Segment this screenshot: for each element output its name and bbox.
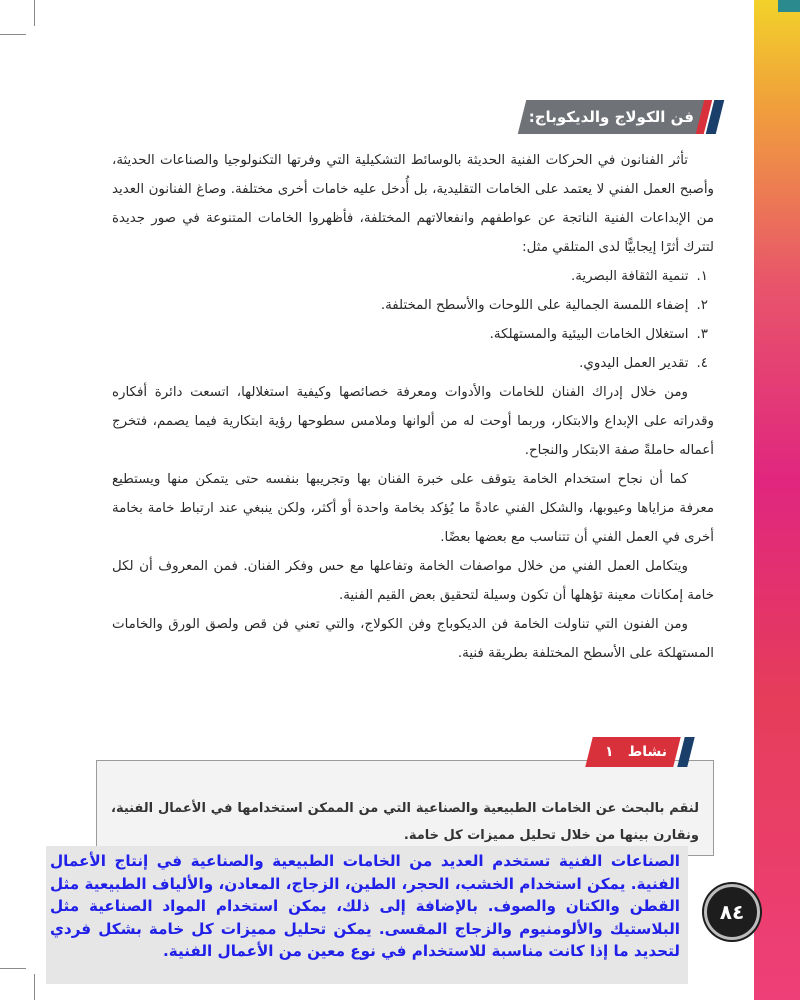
page-number-badge: [704, 884, 760, 940]
answer-text: الصناعات الفنية تستخدم العديد من الخامات الطبيعية والصناعية في إنتاج الأعمال الفنية. يمكن استخدام الخشب، الحجر، الطين، الزجاج، المعادن، والألياف الطبيعية مثل القطن والكتان والصوف. بالإضافة إلى ذلك، يمكن استخدام المواد الصناعية مثل البلاستيك والألومنيوم والزجاج المقسى. يمكن تحليل مميزات كل خامة بشكل فردي لتحديد ما إذا كانت مناسبة للاستخدام في نوع معين من الأعمال الفنية.: [50, 852, 680, 960]
paragraph-collage: ومن الفنون التي تناولت الخامة فن الديكوباج وفن الكولاج، والتي تعني فن قص ولصق الورق والخامات المستهلكة على الأسطح المختلفة بطريقة فنية.: [112, 617, 714, 661]
activity-number: ١: [605, 744, 614, 760]
activity-tab: [585, 737, 693, 767]
list-item: ١.تنمية الثقافة البصرية.: [571, 269, 708, 284]
list-item: ٣.استغلال الخامات البيئية والمستهلكة.: [489, 327, 708, 342]
edge-tab: [778, 0, 800, 12]
activity-box: [96, 760, 714, 856]
page-number: ٨٤: [719, 900, 745, 924]
paragraph-integration: ويتكامل العمل الفني من خلال مواصفات الخامة وتفاعلها مع حس وفكر الفنان. فمن المعروف أن لكل خامة إمكانات معينة تؤهلها أن تكون وسيلة لتحقيق بعض القيم الفنية.: [112, 559, 714, 603]
crop-mark: [34, 0, 35, 26]
answer-overlay: [46, 846, 688, 984]
paragraph-materials: ومن خلال إدراك الفنان للخامات والأدوات ومعرفة خصائصها وكيفية استغلالها، اتسعت دائرة أفكاره وقدراته على الإبداع والابتكار، وربما أوحت له من ألوانها وملامس سطوحها رؤية ابتكارية فيما يصمم، فتخرج أعماله حاملةً صفة الابتكار والنجاح.: [112, 385, 714, 458]
list-item: ٢.إضفاء اللمسة الجمالية على اللوحات والأسطح المختلفة.: [380, 298, 708, 313]
paragraph-experience: كما أن نجاح استخدام الخامة يتوقف على خبرة الفنان بها وتجريبها بنفسه حتى يتمكن منها ويستطيع معرفة مزاياها وعيوبها، والشكل الفني عادةً ما يُؤكد بخامة واحدة أو أكثر، ولكن ينبغي عند ارتباط خامة بخامة أخرى في العمل الفني أن تتناسب مع بعضها بعضًا.: [112, 472, 714, 545]
activity-tab-blue-stripe: [677, 737, 694, 767]
activity-text: لنقم بالبحث عن الخامات الطبيعية والصناعية التي من الممكن استخدامها في الأعمال الفنية، ونقارن بينها من خلال تحليل مميزات كل خامة.: [111, 801, 699, 843]
crop-mark: [0, 968, 26, 969]
paragraph-intro: تأثر الفنانون في الحركات الفنية الحديثة بالوسائط التشكيلية التي وفرتها التكنولوجيا والصناعات الحديثة، وأصبح العمل الفني لا يعتمد على الخامات التقليدية، بل أُدخل عليه خامات أخرى مختلفة. وصاغ الفنانون العديد من الإبداعات الفنية الناتجة عن عواطفهم وانفعالاتهم المختلفة، فأظهروا الخامات المتنوعة في صور جديدة لتترك أثرًا إيجابيًّا لدى المتلقي مثل:: [112, 153, 714, 255]
body-text: [112, 146, 714, 668]
crop-mark: [0, 34, 26, 35]
section-header: [512, 100, 720, 134]
crop-mark: [34, 974, 35, 1000]
activity-label: نشاط: [627, 744, 667, 760]
decorative-edge-strip: [754, 0, 800, 1000]
section-title: فن الكولاج والديكوباج:: [528, 108, 694, 126]
list-item: ٤.تقدير العمل اليدوي.: [579, 356, 708, 371]
